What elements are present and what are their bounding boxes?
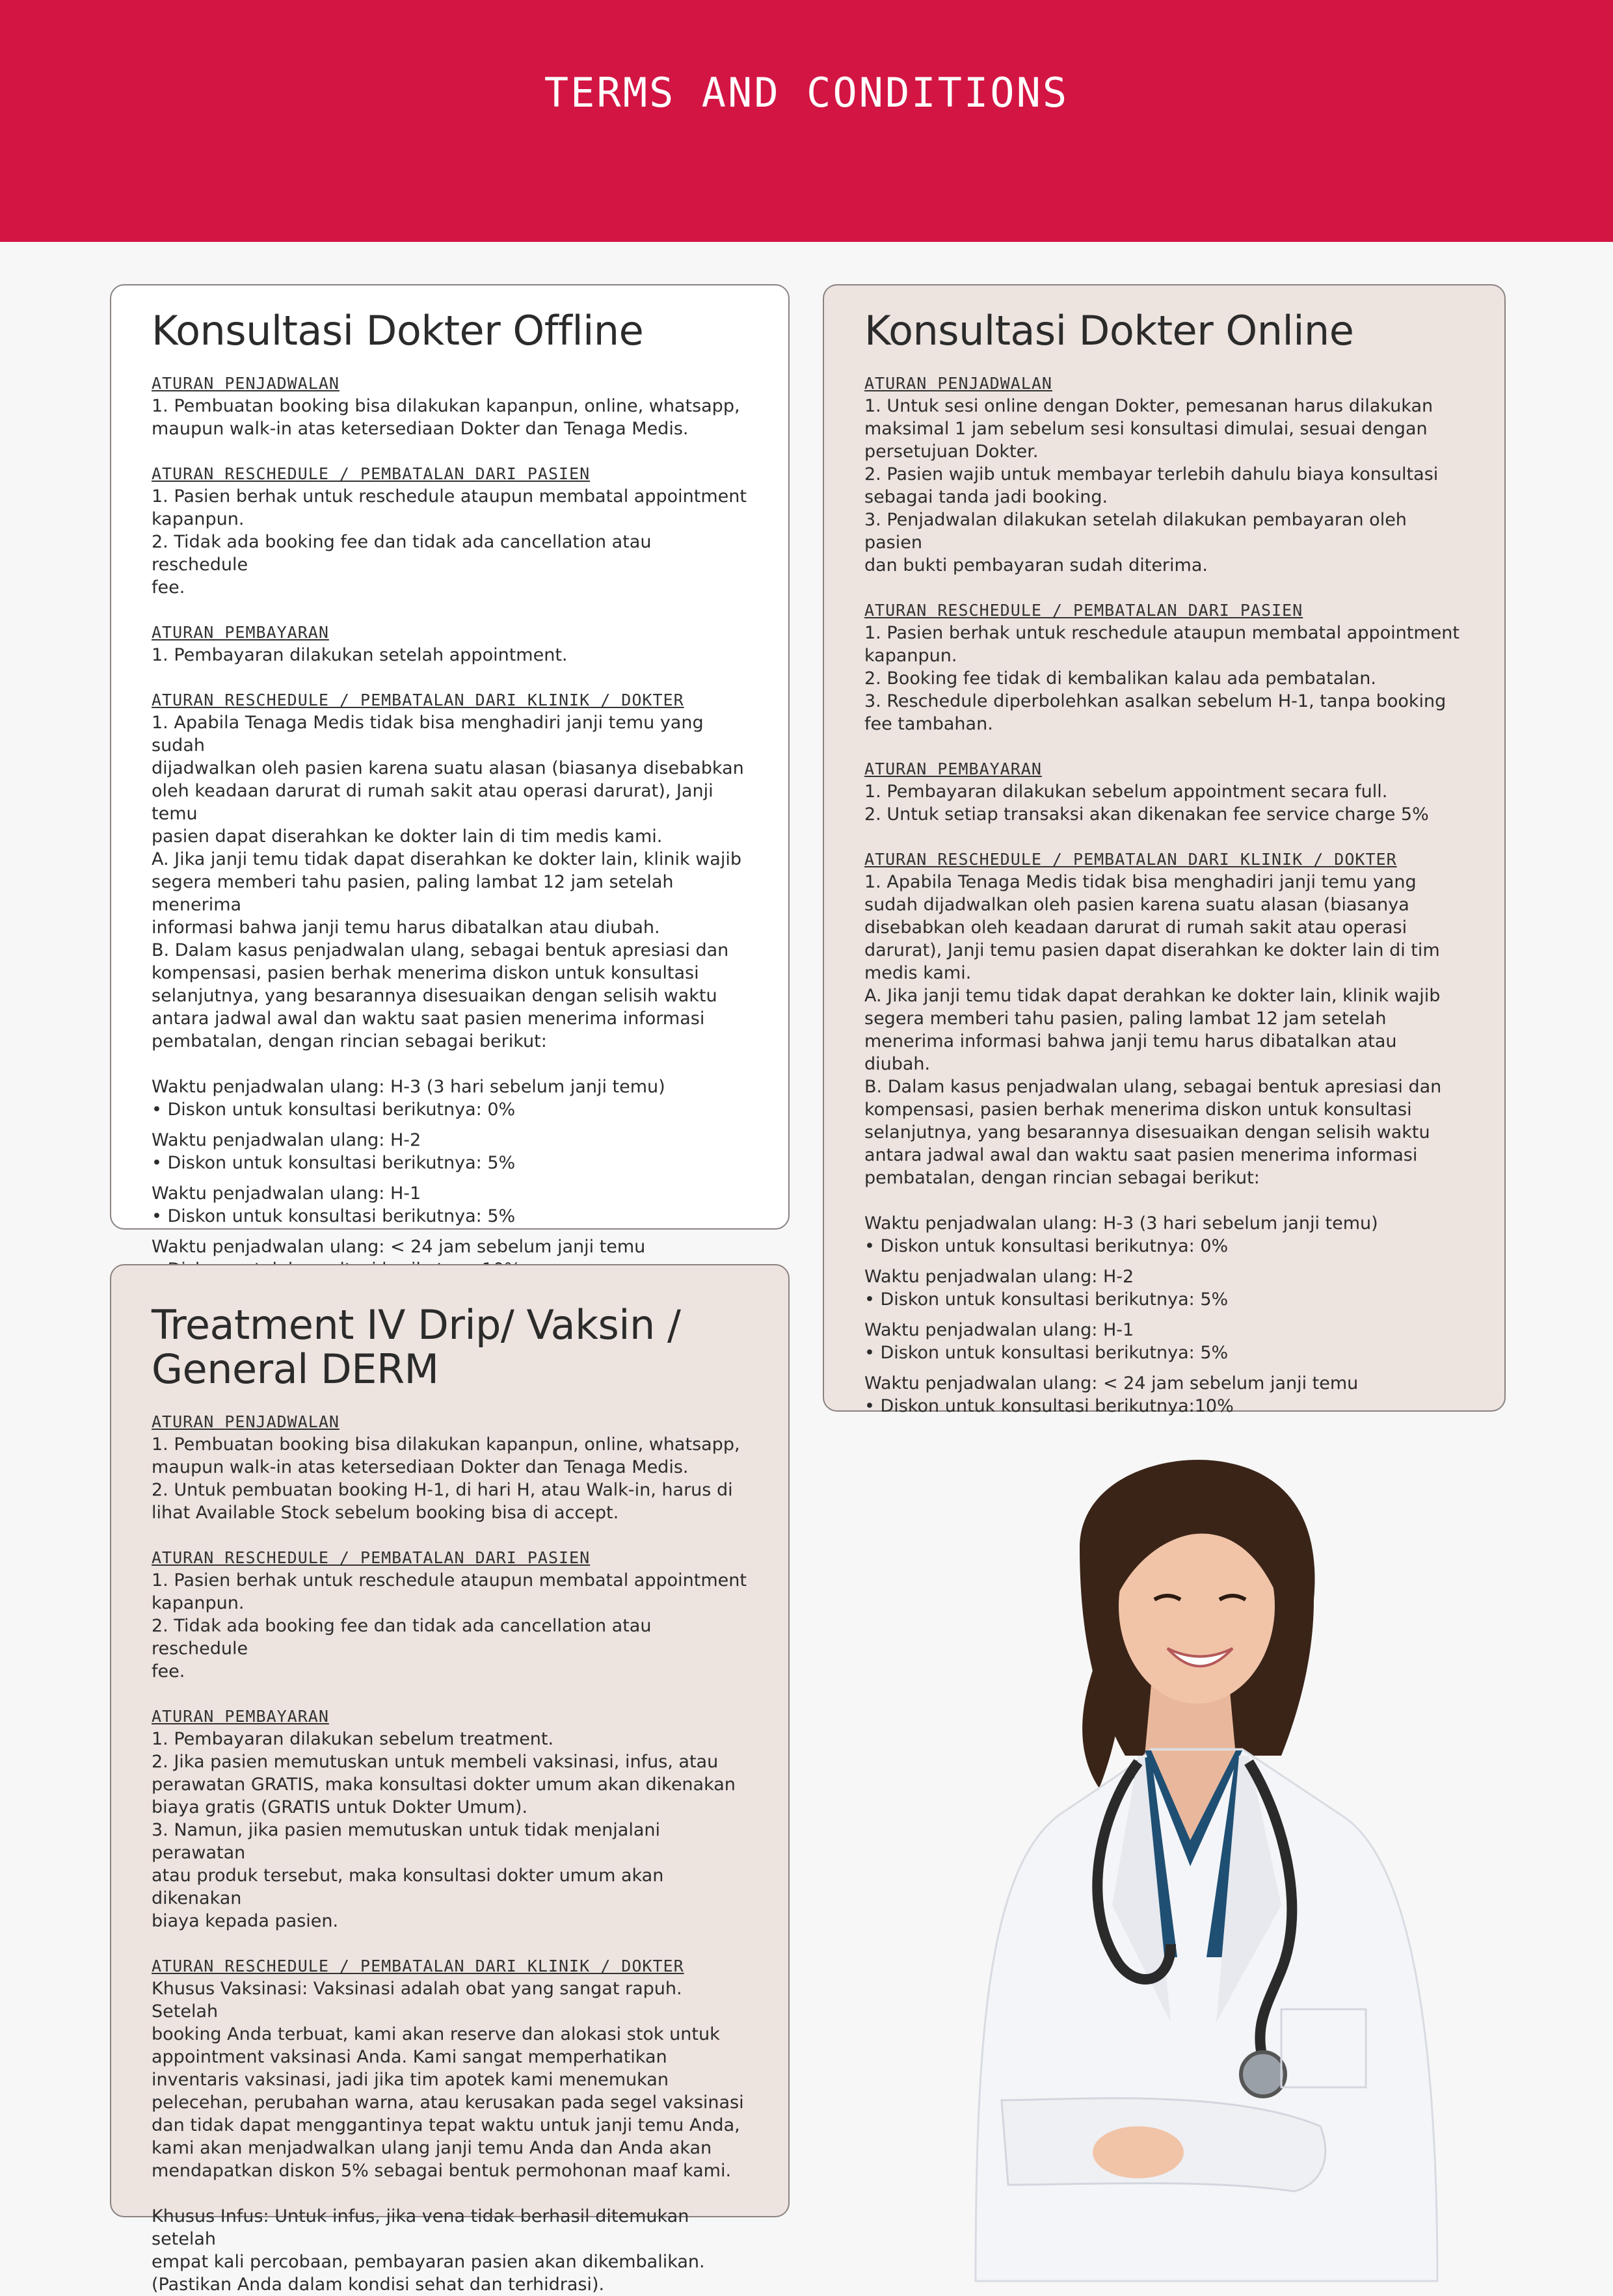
card-treatment-sections — [152, 1411, 747, 2296]
text-line: kapanpun. — [152, 1593, 245, 1613]
text-line: selanjutnya, yang besarannya disesuaikan dengan selisih waktu — [152, 986, 717, 1006]
card-offline-sections — [152, 373, 747, 1281]
text-line: kompensasi, pasien berhak menerima diskon untuk konsultasi — [864, 1100, 1412, 1120]
schedule-item — [864, 1212, 1463, 1258]
text-line: mendapatkan diskon 5% sebagai bentuk permohonan maaf kami. — [152, 2161, 732, 2181]
text-line: pasien dapat diserahkan ke dokter lain di tim medis kami. — [152, 826, 663, 847]
schedule-item — [864, 1265, 1463, 1311]
schedule-discount: • Diskon untuk konsultasi berikutnya: 0% — [152, 1100, 516, 1120]
text-line: antara jadwal awal dan waktu saat pasien menerima informasi — [864, 1145, 1418, 1165]
schedule-when: Waktu penjadwalan ulang: H-2 — [152, 1130, 421, 1150]
card-offline — [110, 284, 790, 1257]
text-line: 1. Apabila Tenaga Medis tidak bisa menghadiri janji temu yang sudah — [152, 713, 704, 756]
text-line: lihat Available Stock sebelum booking bisa di accept. — [152, 1503, 619, 1523]
section-heading: ATURAN RESCHEDULE / PEMBATALAN DARI PASIEN — [152, 464, 591, 483]
text-line: 1. Pasien berhak untuk reschedule ataupun membatal appointment — [152, 486, 747, 507]
text-line: dan tidak dapat menggantinya tepat waktu untuk janji temu Anda, — [152, 2115, 740, 2135]
text-line: 1. Pembayaran dilakukan setelah appointment. — [152, 645, 568, 665]
card-treatment-title-line1: Treatment IV Drip/ Vaksin / — [152, 1301, 681, 1349]
online-section — [864, 373, 1463, 577]
text-line: fee. — [152, 577, 185, 598]
text-line: kami akan menjadwalkan ulang janji temu Anda dan Anda akan — [152, 2138, 712, 2158]
schedule-when: Waktu penjadwalan ulang: < 24 jam sebelum janji temu — [152, 1237, 646, 1257]
text-line: A. Jika janji temu tidak dapat derahkan ke dokter lain, klinik wajib — [864, 986, 1441, 1006]
section-heading: ATURAN RESCHEDULE / PEMBATALAN DARI PASIEN — [864, 601, 1303, 620]
text-line: maupun walk-in atas ketersediaan Dokter dan Tenaga Medis. — [152, 1457, 689, 1477]
text-line: 1. Pembayaran dilakukan sebelum treatment. — [152, 1729, 554, 1749]
text-line: oleh keadaan darurat di rumah sakit atau operasi darurat), Janji temu — [152, 781, 713, 824]
text-line: 3. Reschedule diperbolehkan asalkan sebelum H-1, tanpa booking — [864, 691, 1446, 711]
offline-schedule-list — [152, 1075, 747, 1281]
text-line: A. Jika janji temu tidak dapat diserahkan ke dokter lain, klinik wajib — [152, 849, 741, 869]
text-line: sudah dijadwalkan oleh pasien karena suatu alasan (biasanya — [864, 895, 1409, 915]
text-line: fee. — [152, 1661, 185, 1682]
text-line: 2. Untuk setiap transaksi akan dikenakan fee service charge 5% — [864, 804, 1429, 825]
text-line: darurat), Janji temu pasien dapat diserahkan ke dokter lain di tim — [864, 940, 1440, 960]
section-heading: ATURAN RESCHEDULE / PEMBATALAN DARI KLINIK / DOKTER — [152, 1957, 684, 1975]
schedule-discount: • Diskon untuk konsultasi berikutnya:10% — [864, 1396, 1234, 1416]
card-online-title: Konsultasi Dokter Online — [864, 307, 1354, 354]
text-line: empat kali percobaan, pembayaran pasien akan dikembalikan. — [152, 2252, 705, 2272]
text-line: kompensasi, pasien berhak menerima diskon untuk konsultasi — [152, 963, 699, 983]
text-line: 3. Namun, jika pasien memutuskan untuk tidak menjalani perawatan — [152, 1820, 660, 1863]
text-line: (Pastikan Anda dalam kondisi sehat dan terhidrasi). — [152, 2275, 605, 2295]
text-line: 2. Booking fee tidak di kembalikan kalau ada pembatalan. — [864, 668, 1376, 689]
text-line: Khusus Vaksinasi: Vaksinasi adalah obat yang sangat rapuh. Setelah — [152, 1979, 682, 2022]
schedule-item — [152, 1075, 747, 1121]
online-section — [864, 758, 1463, 826]
schedule-when: Waktu penjadwalan ulang: H-1 — [152, 1183, 421, 1204]
section-heading: ATURAN PEMBAYARAN — [864, 759, 1042, 778]
section-heading: ATURAN RESCHEDULE / PEMBATALAN DARI KLINIK / DOKTER — [864, 850, 1397, 869]
schedule-item — [152, 1182, 747, 1228]
text-line: antara jadwal awal dan waktu saat pasien menerima informasi — [152, 1009, 705, 1029]
schedule-item — [864, 1319, 1463, 1364]
offline-section — [152, 463, 747, 599]
schedule-discount: • Diskon untuk konsultasi berikutnya: 5% — [152, 1206, 516, 1226]
section-heading: ATURAN PEMBAYARAN — [152, 623, 329, 642]
card-online — [823, 284, 1506, 1416]
text-line: informasi bahwa janji temu harus dibatalkan atau diubah. — [152, 917, 660, 938]
text-line: maupun walk-in atas ketersediaan Dokter dan Tenaga Medis. — [152, 419, 689, 439]
text-line: 2. Tidak ada booking fee dan tidak ada cancellation atau reschedule — [152, 1616, 652, 1659]
text-line: fee tambahan. — [864, 714, 993, 734]
text-line: 1. Pembayaran dilakukan sebelum appointment secara full. — [864, 782, 1388, 802]
text-line: menerima informasi bahwa janji temu harus dibatalkan atau diubah. — [864, 1031, 1397, 1074]
schedule-item — [152, 1129, 747, 1174]
schedule-item — [864, 1372, 1463, 1418]
text-line: 1. Untuk sesi online dengan Dokter, pemesanan harus dilakukan — [864, 396, 1433, 416]
treatment-section — [152, 1411, 747, 1524]
text-line: pembatalan, dengan rincian sebagai berikut: — [864, 1168, 1260, 1188]
text-line: 1. Pembuatan booking bisa dilakukan kapanpun, online, whatsapp, — [152, 1434, 740, 1455]
schedule-discount: • Diskon untuk konsultasi berikutnya: 5% — [152, 1153, 516, 1173]
text-line: Khusus Infus: Untuk infus, jika vena tidak berhasil ditemukan setelah — [152, 2206, 689, 2249]
text-line: pembatalan, dengan rincian sebagai berikut: — [152, 1031, 547, 1051]
section-heading: ATURAN PEMBAYARAN — [152, 1707, 329, 1726]
section-heading: ATURAN PENJADWALAN — [152, 374, 340, 393]
card-online-sections — [864, 373, 1463, 1418]
card-offline-title: Konsultasi Dokter Offline — [152, 307, 644, 354]
card-treatment-title-line2: General DERM — [152, 1345, 439, 1393]
text-line: segera memberi tahu pasien, paling lambat 12 jam setelah — [864, 1009, 1387, 1029]
doctor-portrait-image — [865, 1450, 1515, 2281]
section-heading: ATURAN PENJADWALAN — [152, 1412, 340, 1431]
online-schedule-list — [864, 1212, 1463, 1418]
text-line: 2. Tidak ada booking fee dan tidak ada cancellation atau reschedule — [152, 532, 652, 575]
text-line: sebagai tanda jadi booking. — [864, 487, 1108, 507]
section-heading: ATURAN PENJADWALAN — [864, 374, 1052, 393]
text-line: dan bukti pembayaran sudah diterima. — [864, 555, 1208, 575]
schedule-discount: • Diskon untuk konsultasi berikutnya: 0% — [864, 1236, 1229, 1256]
text-line: pelecehan, perubahan warna, atau kerusakan pada segel vaksinasi — [152, 2092, 744, 2113]
schedule-when: Waktu penjadwalan ulang: < 24 jam sebelum janji temu — [864, 1373, 1359, 1393]
text-line: 3. Penjadwalan dilakukan setelah dilakukan pembayaran oleh pasien — [864, 510, 1407, 553]
text-line: biaya kepada pasien. — [152, 1911, 339, 1931]
text-line: dijadwalkan oleh pasien karena suatu alasan (biasanya disebabkan — [152, 758, 744, 778]
page-title: TERMS AND CONDITIONS — [544, 68, 1069, 116]
schedule-when: Waktu penjadwalan ulang: H-2 — [864, 1267, 1134, 1287]
schedule-discount: • Diskon untuk konsultasi berikutnya: 5% — [864, 1343, 1229, 1363]
offline-section — [152, 373, 747, 440]
card-treatment-title — [152, 1303, 747, 1392]
treatment-infus-note — [152, 2205, 747, 2296]
text-line: booking Anda terbuat, kami akan reserve dan alokasi stok untuk — [152, 2024, 720, 2044]
text-line: maksimal 1 jam sebelum sesi konsultasi dimulai, sesuai dengan — [864, 419, 1428, 439]
text-line: B. Dalam kasus penjadwalan ulang, sebagai bentuk apresiasi dan — [152, 940, 729, 960]
text-line: perawatan GRATIS, maka konsultasi dokter umum akan dikenakan — [152, 1775, 736, 1795]
treatment-section — [152, 1706, 747, 1933]
schedule-when: Waktu penjadwalan ulang: H-1 — [864, 1320, 1134, 1340]
text-line: 2. Pasien wajib untuk membayar terlebih dahulu biaya konsultasi — [864, 464, 1439, 484]
text-line: segera memberi tahu pasien, paling lambat 12 jam setelah menerima — [152, 872, 674, 915]
text-line: medis kami. — [864, 963, 972, 983]
text-line: disebabkan oleh keadaan darurat di rumah sakit atau operasi — [864, 917, 1407, 938]
text-line: 1. Pembuatan booking bisa dilakukan kapanpun, online, whatsapp, — [152, 396, 740, 416]
schedule-when: Waktu penjadwalan ulang: H-3 (3 hari sebelum janji temu) — [152, 1077, 665, 1097]
text-line: biaya gratis (GRATIS untuk Dokter Umum). — [152, 1797, 528, 1817]
text-line: inventaris vaksinasi, jadi jika tim apotek kami menemukan — [152, 2070, 669, 2090]
text-line: B. Dalam kasus penjadwalan ulang, sebagai bentuk apresiasi dan — [864, 1077, 1442, 1097]
schedule-when: Waktu penjadwalan ulang: H-3 (3 hari sebelum janji temu) — [864, 1213, 1378, 1234]
section-heading: ATURAN RESCHEDULE / PEMBATALAN DARI PASIEN — [152, 1548, 591, 1567]
text-line: 1. Apabila Tenaga Medis tidak bisa menghadiri janji temu yang — [864, 872, 1417, 892]
text-line: appointment vaksinasi Anda. Kami sangat memperhatikan — [152, 2047, 667, 2067]
section-heading: ATURAN RESCHEDULE / PEMBATALAN DARI KLINIK / DOKTER — [152, 691, 684, 709]
text-line: kapanpun. — [152, 509, 245, 529]
schedule-discount: • Diskon untuk konsultasi berikutnya: 5% — [864, 1289, 1229, 1310]
text-line: kapanpun. — [864, 646, 957, 666]
doctor-portrait-icon — [865, 1450, 1515, 2281]
text-line: persetujuan Dokter. — [864, 442, 1039, 462]
offline-section — [152, 689, 747, 1053]
text-line: atau produk tersebut, maka konsultasi dokter umum akan dikenakan — [152, 1866, 664, 1908]
online-section — [864, 849, 1463, 1189]
offline-section — [152, 622, 747, 666]
card-treatment — [110, 1264, 790, 2295]
text-line: 2. Jika pasien memutuskan untuk membeli vaksinasi, infus, atau — [152, 1752, 719, 1772]
treatment-section — [152, 1547, 747, 1683]
text-line: 2. Untuk pembuatan booking H-1, di hari H, atau Walk-in, harus di — [152, 1480, 733, 1500]
text-line: 1. Pasien berhak untuk reschedule ataupun membatal appointment — [864, 623, 1460, 643]
page-header — [0, 0, 1613, 242]
text-line: selanjutnya, yang besarannya disesuaikan dengan selisih waktu — [864, 1122, 1430, 1142]
treatment-section — [152, 1955, 747, 2182]
text-line: 1. Pasien berhak untuk reschedule ataupun membatal appointment — [152, 1570, 747, 1590]
online-section — [864, 600, 1463, 735]
